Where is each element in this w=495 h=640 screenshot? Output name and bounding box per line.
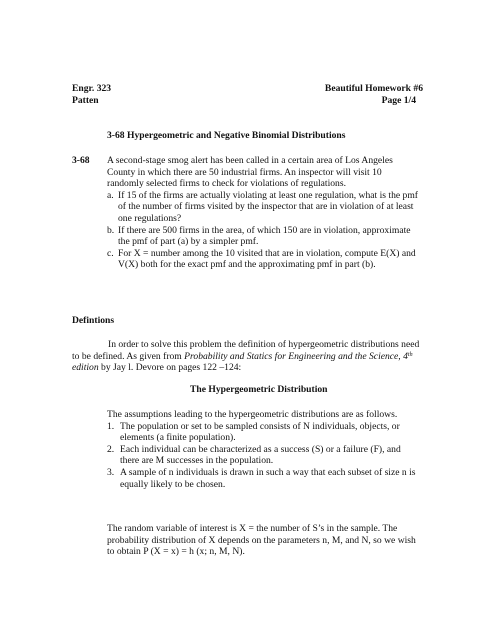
random-variable-paragraph: [107, 523, 437, 558]
problem-text-line: County in which there are 50 industrial firms. An inspector will visit 10: [107, 166, 382, 178]
assumption-item: [107, 421, 437, 444]
part-marker: c.: [107, 247, 114, 259]
definitions-heading: Defintions: [72, 315, 115, 326]
problem-part-a: [107, 190, 427, 225]
assumption-text-line: equally likely to be chosen.: [120, 478, 226, 490]
part-text-line: one regulations?: [118, 212, 182, 224]
problem-number: 3-68: [72, 155, 90, 166]
edition-word: edition: [72, 362, 99, 374]
assumption-text-line: A sample of n individuals is drawn in such a way that each subset of size n is: [120, 466, 416, 478]
part-text-line: If there are 500 firms in the area, of which 150 are in violation, approximate: [118, 224, 411, 236]
random-variable-text-line: The random variable of interest is X = the number of S’s in the sample. The: [107, 523, 398, 534]
definitions-paragraph: [72, 339, 432, 374]
part-text-line: If 15 of the firms are actually violating at least one regulation, what is the pmf: [118, 189, 418, 201]
assumption-text-line: there are M successes in the population.: [120, 455, 274, 467]
assumption-text-line: elements (a finite population).: [120, 432, 236, 444]
course-label: Engr. 323: [72, 83, 112, 94]
problem-text-line: randomly selected firms to check for violations of regulations.: [107, 178, 346, 190]
assumption-item: [107, 444, 437, 467]
assumptions-block: [107, 409, 437, 490]
page-title: 3-68 Hypergeometric and Negative Binomial Distributions: [107, 130, 346, 141]
edition-superscript: th: [407, 351, 413, 358]
assumptions-list: [107, 421, 437, 491]
random-variable-text-line: to obtain P (X = x) = h (x; n, M, N).: [107, 546, 245, 558]
instructor-label: Patten: [72, 95, 99, 106]
definitions-text-line: In order to solve this problem the definition of hypergeometric distributions need: [108, 339, 420, 350]
assumptions-intro: The assumptions leading to the hypergeometric distributions are as follows.: [107, 409, 398, 420]
assumption-item: [107, 467, 437, 490]
book-title: Probability and Statics for Engineering and the Science, 4: [184, 350, 408, 362]
assignment-label: Beautiful Homework #6: [324, 83, 423, 94]
part-text-line: the pmf of part (a) by a simpler pmf.: [118, 236, 259, 248]
section-heading: The Hypergeometric Distribution: [190, 384, 328, 395]
problem-statement: [107, 155, 427, 271]
definitions-text-line: [72, 362, 432, 374]
part-text-line: of the number of firms visited by the inspector that are in violation of at least: [118, 201, 414, 213]
assumption-text-line: The population or set to be sampled consists of N individuals, objects, or: [120, 420, 400, 432]
part-text-line: V(X) both for the exact pmf and the approximating pmf in part (b).: [118, 259, 376, 271]
part-text-line: For X = number among the 10 visited that are in violation, compute E(X) and: [118, 247, 416, 259]
assumption-text-line: Each individual can be characterized as a success (S) or a failure (F), and: [120, 443, 401, 455]
definitions-text-line: [72, 351, 432, 363]
assumption-marker: 2.: [107, 443, 115, 455]
assumption-marker: 1.: [107, 420, 115, 432]
random-variable-text-line: probability distribution of X depends on the parameters n, M, and N, so we wish: [107, 534, 416, 546]
part-marker: a.: [107, 189, 114, 201]
definitions-text: by Jay l. Devore on pages 122 –124:: [98, 362, 242, 374]
problem-parts-list: [107, 190, 427, 271]
problem-part-b: [107, 225, 427, 248]
problem-part-c: [107, 248, 427, 271]
problem-text-line: A second-stage smog alert has been called in a certain area of Los Angeles: [107, 155, 393, 166]
page-number: Page 1/4: [381, 95, 416, 106]
assumption-marker: 3.: [107, 466, 115, 478]
definitions-text: to be defined. As given from: [72, 350, 185, 362]
part-marker: b.: [107, 224, 115, 236]
